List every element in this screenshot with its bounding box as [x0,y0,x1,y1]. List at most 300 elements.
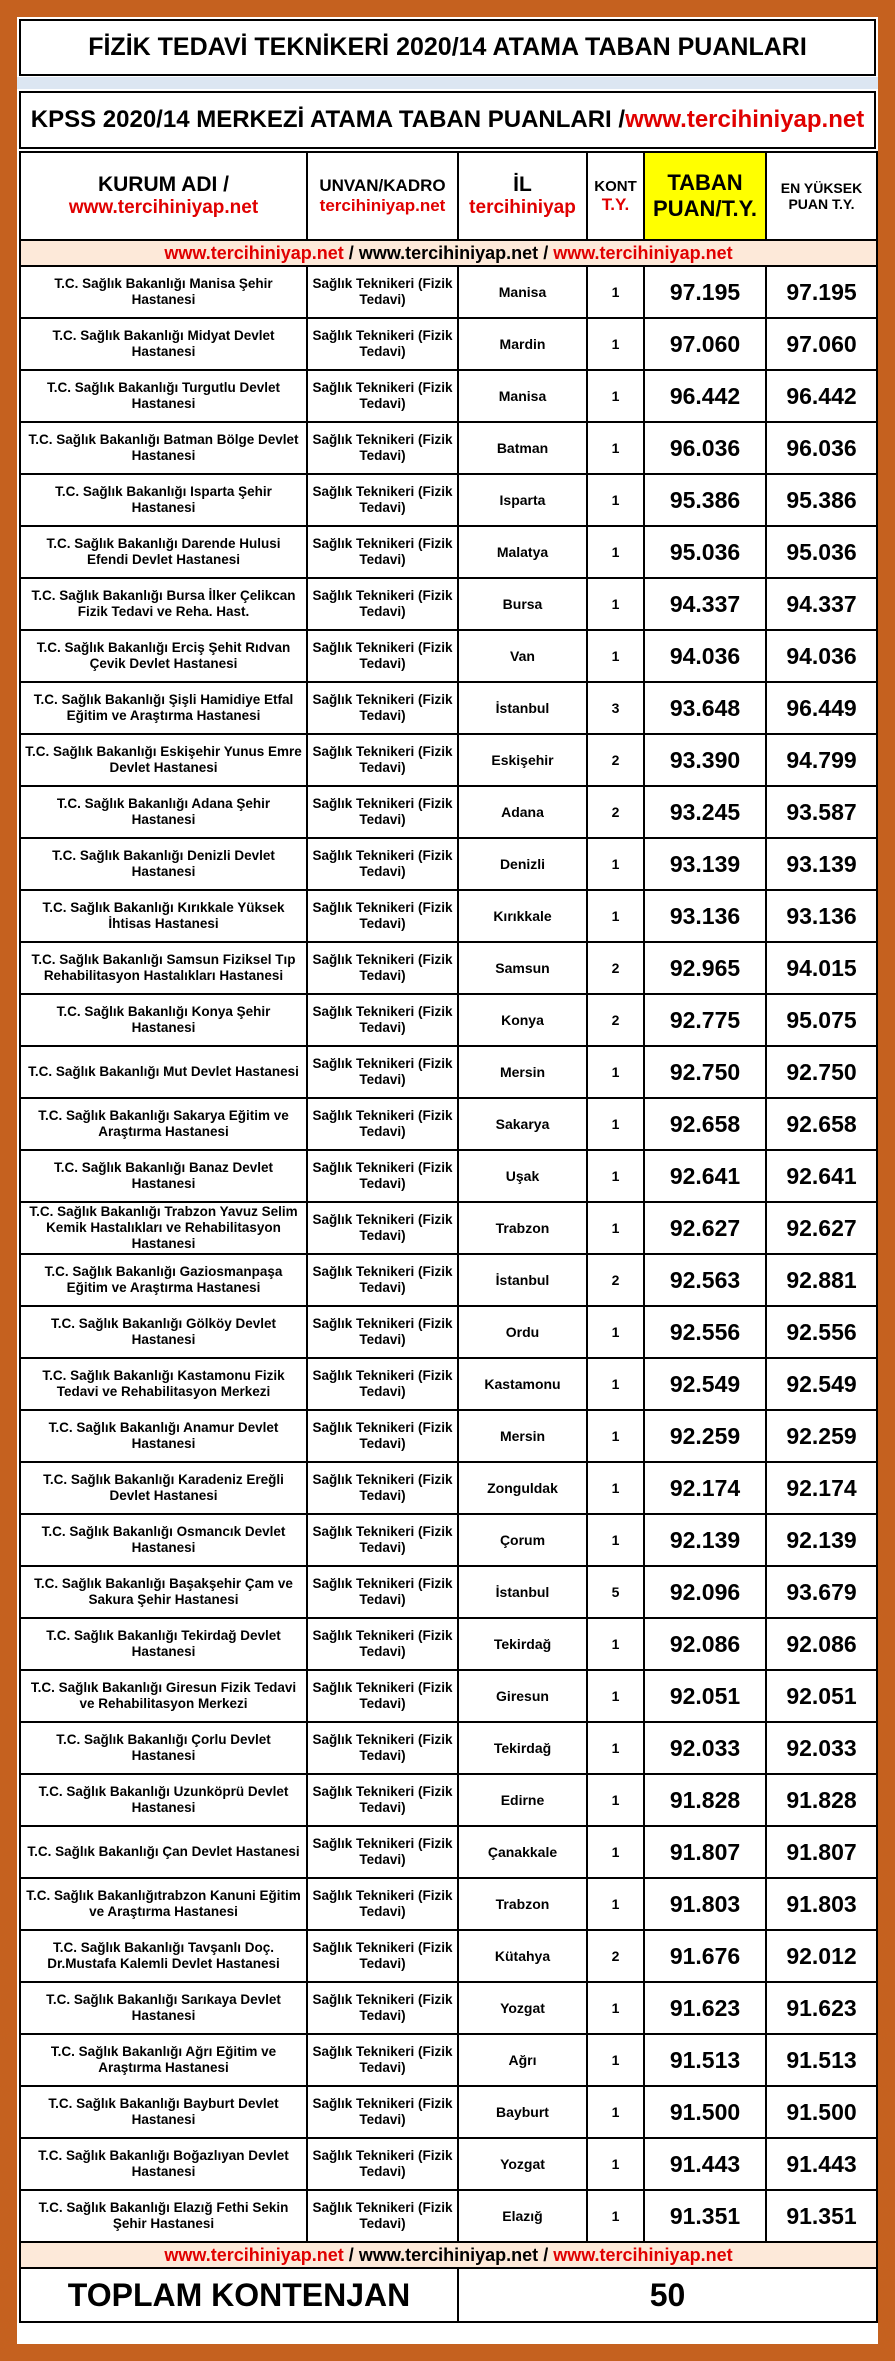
cell-il: Uşak [458,1150,587,1202]
cell-taban: 93.136 [644,890,766,942]
cell-kurum: T.C. Sağlık Bakanlığı Şişli Hamidiye Etfal Eğitim ve Araştırma Hastanesi [20,682,307,734]
cell-unvan: Sağlık Teknikeri (Fizik Tedavi) [307,318,458,370]
cell-il: Çanakkale [458,1826,587,1878]
cell-il: Batman [458,422,587,474]
cell-unvan: Sağlık Teknikeri (Fizik Tedavi) [307,1878,458,1930]
cell-il: Konya [458,994,587,1046]
cell-kont: 1 [587,890,644,942]
cell-taban: 92.965 [644,942,766,994]
cell-unvan: Sağlık Teknikeri (Fizik Tedavi) [307,1358,458,1410]
cell-kurum: T.C. Sağlık Bakanlığı Bayburt Devlet Hastanesi [20,2086,307,2138]
cell-enyuksek: 92.259 [766,1410,877,1462]
cell-enyuksek: 94.015 [766,942,877,994]
cell-enyuksek: 92.658 [766,1098,877,1150]
cell-kont: 1 [587,1150,644,1202]
cell-enyuksek: 96.036 [766,422,877,474]
cell-enyuksek: 91.443 [766,2138,877,2190]
cell-unvan: Sağlık Teknikeri (Fizik Tedavi) [307,1826,458,1878]
cell-unvan: Sağlık Teknikeri (Fizik Tedavi) [307,1566,458,1618]
cell-kont: 1 [587,2034,644,2086]
cell-kurum: T.C. Sağlık Bakanlığı Gaziosmanpaşa Eğitim ve Araştırma Hastanesi [20,1254,307,1306]
cell-unvan: Sağlık Teknikeri (Fizik Tedavi) [307,1982,458,2034]
cell-kont: 1 [587,2138,644,2190]
header-taban [644,152,766,240]
cell-kont: 1 [587,1982,644,2034]
table-row [20,2086,877,2138]
cell-enyuksek: 91.828 [766,1774,877,1826]
table-row [20,1046,877,1098]
cell-taban: 93.139 [644,838,766,890]
cell-taban: 91.828 [644,1774,766,1826]
cell-unvan: Sağlık Teknikeri (Fizik Tedavi) [307,578,458,630]
header-il [458,152,587,240]
link-c[interactable]: www.tercihiniyap.net [553,2244,733,2265]
header-kont [587,152,644,240]
cell-unvan: Sağlık Teknikeri (Fizik Tedavi) [307,942,458,994]
header-unvan-label: UNVAN/KADRO [319,176,446,195]
header-enyuksek [766,152,877,240]
cell-enyuksek: 92.556 [766,1306,877,1358]
cell-kurum: T.C. Sağlık Bakanlığı Trabzon Yavuz Selim Kemik Hastalıkları ve Rehabilitasyon Hastanesi [20,1202,307,1254]
total-value: 50 [458,2268,877,2322]
cell-kont: 1 [587,1878,644,1930]
total-row [20,2268,877,2322]
cell-unvan: Sağlık Teknikeri (Fizik Tedavi) [307,994,458,1046]
cell-kont: 3 [587,682,644,734]
cell-kurum: T.C. Sağlık Bakanlığı Tavşanlı Doç. Dr.Mustafa Kalemli Devlet Hastanesi [20,1930,307,1982]
cell-kont: 1 [587,1306,644,1358]
table-row [20,838,877,890]
table-row [20,1670,877,1722]
cell-kurum: T.C. Sağlık Bakanlığı Giresun Fizik Tedavi ve Rehabilitasyon Merkezi [20,1670,307,1722]
cell-kurum: T.C. Sağlık Bakanlığı Batman Bölge Devlet Hastanesi [20,422,307,474]
cell-taban: 91.513 [644,2034,766,2086]
cell-taban: 93.245 [644,786,766,838]
cell-kurum: T.C. Sağlık Bakanlığı Turgutlu Devlet Hastanesi [20,370,307,422]
cell-il: Çorum [458,1514,587,1566]
cell-il: İstanbul [458,682,587,734]
link-sep-2: / [538,242,554,263]
cell-il: Mersin [458,1046,587,1098]
cell-kont: 1 [587,1410,644,1462]
cell-enyuksek: 93.139 [766,838,877,890]
link-row-bottom [20,2242,877,2268]
cell-unvan: Sağlık Teknikeri (Fizik Tedavi) [307,474,458,526]
cell-unvan: Sağlık Teknikeri (Fizik Tedavi) [307,1254,458,1306]
cell-kurum: T.C. Sağlık Bakanlığı Sarıkaya Devlet Hastanesi [20,1982,307,2034]
cell-kont: 2 [587,786,644,838]
cell-kont: 1 [587,1826,644,1878]
cell-enyuksek: 92.174 [766,1462,877,1514]
cell-enyuksek: 91.500 [766,2086,877,2138]
cell-il: Eskişehir [458,734,587,786]
header-taban-sub: PUAN/T.Y. [653,196,757,221]
cell-enyuksek: 91.807 [766,1826,877,1878]
cell-unvan: Sağlık Teknikeri (Fizik Tedavi) [307,370,458,422]
cell-unvan: Sağlık Teknikeri (Fizik Tedavi) [307,682,458,734]
cell-taban: 92.556 [644,1306,766,1358]
cell-unvan: Sağlık Teknikeri (Fizik Tedavi) [307,1098,458,1150]
cell-kurum: T.C. Sağlık Bakanlığı Çorlu Devlet Hastanesi [20,1722,307,1774]
link-row-cell [20,240,877,266]
cell-kont: 1 [587,1358,644,1410]
cell-il: Ağrı [458,2034,587,2086]
cell-il: Yozgat [458,2138,587,2190]
cell-unvan: Sağlık Teknikeri (Fizik Tedavi) [307,2034,458,2086]
link-sep-2: / [538,2244,554,2265]
cell-kont: 1 [587,266,644,318]
cell-unvan: Sağlık Teknikeri (Fizik Tedavi) [307,1046,458,1098]
cell-kurum: T.C. Sağlık Bakanlığı Kırıkkale Yüksek İhtisas Hastanesi [20,890,307,942]
cell-kurum: T.C. Sağlık Bakanlığı Banaz Devlet Hastanesi [20,1150,307,1202]
cell-enyuksek: 94.799 [766,734,877,786]
cell-il: Samsun [458,942,587,994]
cell-enyuksek: 97.195 [766,266,877,318]
cell-kont: 1 [587,838,644,890]
cell-il: Mardin [458,318,587,370]
cell-kont: 1 [587,526,644,578]
cell-taban: 93.390 [644,734,766,786]
cell-taban: 92.627 [644,1202,766,1254]
table-row [20,370,877,422]
cell-taban: 97.195 [644,266,766,318]
table-row [20,578,877,630]
table-row [20,1254,877,1306]
cell-kont: 2 [587,942,644,994]
cell-unvan: Sağlık Teknikeri (Fizik Tedavi) [307,890,458,942]
cell-il: Adana [458,786,587,838]
table-row [20,1202,877,1254]
divider-band [17,77,878,89]
link-b[interactable]: www.tercihiniyap.net [358,2244,539,2265]
table-row [20,682,877,734]
total-label: TOPLAM KONTENJAN [20,2268,458,2322]
cell-unvan: Sağlık Teknikeri (Fizik Tedavi) [307,838,458,890]
cell-unvan: Sağlık Teknikeri (Fizik Tedavi) [307,1774,458,1826]
cell-kont: 1 [587,1046,644,1098]
cell-taban: 92.658 [644,1098,766,1150]
cell-enyuksek: 92.750 [766,1046,877,1098]
cell-il: Kırıkkale [458,890,587,942]
cell-kurum: T.C. Sağlık Bakanlığı Anamur Devlet Hastanesi [20,1410,307,1462]
link-a[interactable]: www.tercihiniyap.net [164,242,344,263]
cell-il: Tekirdağ [458,1722,587,1774]
cell-enyuksek: 92.033 [766,1722,877,1774]
table-row [20,630,877,682]
cell-kurum: T.C. Sağlık Bakanlığı Karadeniz Ereğli Devlet Hastanesi [20,1462,307,1514]
cell-taban: 92.641 [644,1150,766,1202]
cell-il: Bayburt [458,2086,587,2138]
cell-enyuksek: 95.075 [766,994,877,1046]
cell-taban: 95.386 [644,474,766,526]
cell-kont: 1 [587,1722,644,1774]
cell-enyuksek: 92.627 [766,1202,877,1254]
table-row [20,1930,877,1982]
cell-enyuksek: 92.139 [766,1514,877,1566]
cell-enyuksek: 92.549 [766,1358,877,1410]
table-row [20,786,877,838]
cell-kurum: T.C. Sağlık Bakanlığı Adana Şehir Hastanesi [20,786,307,838]
cell-taban: 96.442 [644,370,766,422]
cell-enyuksek: 91.351 [766,2190,877,2242]
cell-il: Ordu [458,1306,587,1358]
table-row [20,1618,877,1670]
cell-enyuksek: 96.442 [766,370,877,422]
cell-kont: 1 [587,422,644,474]
header-kurum-label: KURUM ADI / [97,173,230,196]
cell-kurum: T.C. Sağlık Bakanlığı Bursa İlker Çelikcan Fizik Tedavi ve Reha. Hast. [20,578,307,630]
cell-kurum: T.C. Sağlık Bakanlığı Başakşehir Çam ve Sakura Şehir Hastanesi [20,1566,307,1618]
cell-unvan: Sağlık Teknikeri (Fizik Tedavi) [307,1670,458,1722]
cell-enyuksek: 91.803 [766,1878,877,1930]
header-taban-label: TABAN [667,170,743,195]
cell-unvan: Sağlık Teknikeri (Fizik Tedavi) [307,786,458,838]
table-row [20,2138,877,2190]
cell-kurum: T.C. Sağlık Bakanlığı Darende Hulusi Efendi Devlet Hastanesi [20,526,307,578]
cell-unvan: Sağlık Teknikeri (Fizik Tedavi) [307,1722,458,1774]
cell-kurum: T.C. Sağlık Bakanlığı Uzunköprü Devlet Hastanesi [20,1774,307,1826]
cell-kont: 2 [587,994,644,1046]
cell-il: Edirne [458,1774,587,1826]
table-row [20,1306,877,1358]
cell-il: İstanbul [458,1566,587,1618]
cell-kurum: T.C. Sağlık Bakanlığı Isparta Şehir Hastanesi [20,474,307,526]
cell-kurum: T.C. Sağlık Bakanlığı Kastamonu Fizik Tedavi ve Rehabilitasyon Merkezi [20,1358,307,1410]
cell-kont: 1 [587,1670,644,1722]
cell-enyuksek: 92.641 [766,1150,877,1202]
cell-taban: 92.086 [644,1618,766,1670]
cell-kurum: T.C. Sağlık Bakanlığı Manisa Şehir Hastanesi [20,266,307,318]
link-b[interactable]: www.tercihiniyap.net [358,242,539,263]
header-il-link: tercihiniyap [469,197,576,218]
cell-il: Sakarya [458,1098,587,1150]
cell-taban: 92.259 [644,1410,766,1462]
cell-taban: 92.051 [644,1670,766,1722]
cell-unvan: Sağlık Teknikeri (Fizik Tedavi) [307,1150,458,1202]
cell-taban: 92.563 [644,1254,766,1306]
cell-taban: 91.623 [644,1982,766,2034]
cell-il: Malatya [458,526,587,578]
cell-il: Manisa [458,266,587,318]
cell-taban: 91.351 [644,2190,766,2242]
cell-kont: 5 [587,1566,644,1618]
header-kont-label: KONT [594,177,637,195]
cell-unvan: Sağlık Teknikeri (Fizik Tedavi) [307,1618,458,1670]
cell-kont: 1 [587,370,644,422]
cell-enyuksek: 93.587 [766,786,877,838]
cell-unvan: Sağlık Teknikeri (Fizik Tedavi) [307,1306,458,1358]
table-row [20,318,877,370]
table-row [20,890,877,942]
cell-il: Yozgat [458,1982,587,2034]
cell-taban: 92.549 [644,1358,766,1410]
cell-kurum: T.C. Sağlık Bakanlığı Eskişehir Yunus Emre Devlet Hastanesi [20,734,307,786]
header-enyuksek-sub-text: PUAN T.Y. [788,196,855,212]
cell-il: Isparta [458,474,587,526]
header-row [20,152,877,240]
header-unvan [307,152,458,240]
cell-il: Kütahya [458,1930,587,1982]
cell-enyuksek: 92.051 [766,1670,877,1722]
table-row [20,1878,877,1930]
cell-enyuksek: 92.012 [766,1930,877,1982]
table-row [20,1566,877,1618]
cell-kont: 1 [587,1514,644,1566]
cell-taban: 93.648 [644,682,766,734]
cell-taban: 91.676 [644,1930,766,1982]
cell-kurum: T.C. Sağlık Bakanlığı Boğazlıyan Devlet Hastanesi [20,2138,307,2190]
link-sep-1: / [343,2244,359,2265]
cell-unvan: Sağlık Teknikeri (Fizik Tedavi) [307,1462,458,1514]
cell-kont: 1 [587,578,644,630]
cell-kurum: T.C. Sağlık Bakanlığıtrabzon Kanuni Eğitim ve Araştırma Hastanesi [20,1878,307,1930]
cell-il: Denizli [458,838,587,890]
table-row [20,1722,877,1774]
table-row [20,1982,877,2034]
cell-kurum: T.C. Sağlık Bakanlığı Tekirdağ Devlet Hastanesi [20,1618,307,1670]
cell-kurum: T.C. Sağlık Bakanlığı Erciş Şehit Rıdvan Çevik Devlet Hastanesi [20,630,307,682]
subtitle-link[interactable]: www.tercihiniyap.net [625,106,865,133]
cell-enyuksek: 94.337 [766,578,877,630]
table-row [20,1514,877,1566]
cell-unvan: Sağlık Teknikeri (Fizik Tedavi) [307,266,458,318]
table-row [20,942,877,994]
cell-enyuksek: 95.036 [766,526,877,578]
results-table [19,151,878,2323]
cell-kurum: T.C. Sağlık Bakanlığı Ağrı Eğitim ve Araştırma Hastanesi [20,2034,307,2086]
cell-taban: 91.500 [644,2086,766,2138]
table-row [20,734,877,786]
cell-enyuksek: 92.881 [766,1254,877,1306]
cell-il: Giresun [458,1670,587,1722]
table-row [20,1410,877,1462]
cell-enyuksek: 97.060 [766,318,877,370]
subtitle [19,91,876,149]
table-row [20,1462,877,1514]
cell-unvan: Sağlık Teknikeri (Fizik Tedavi) [307,2138,458,2190]
link-c[interactable]: www.tercihiniyap.net [553,242,733,263]
table-body [20,240,877,2242]
cell-unvan: Sağlık Teknikeri (Fizik Tedavi) [307,2190,458,2242]
cell-il: Zonguldak [458,1462,587,1514]
cell-kont: 1 [587,474,644,526]
header-enyuksek-label: EN YÜKSEK [780,180,863,196]
cell-kont: 1 [587,1202,644,1254]
link-sep-1: / [343,242,359,263]
cell-unvan: Sağlık Teknikeri (Fizik Tedavi) [307,2086,458,2138]
cell-enyuksek: 95.386 [766,474,877,526]
cell-kurum: T.C. Sağlık Bakanlığı Elazığ Fethi Sekin Şehir Hastanesi [20,2190,307,2242]
subtitle-text: KPSS 2020/14 MERKEZİ ATAMA TABAN PUANLARI / [30,106,626,133]
link-a[interactable]: www.tercihiniyap.net [164,2244,344,2265]
cell-kont: 1 [587,318,644,370]
table-row [20,1150,877,1202]
cell-enyuksek: 93.679 [766,1566,877,1618]
table-row [20,526,877,578]
header-kurum [20,152,307,240]
cell-unvan: Sağlık Teknikeri (Fizik Tedavi) [307,630,458,682]
cell-kurum: T.C. Sağlık Bakanlığı Mut Devlet Hastanesi [20,1046,307,1098]
table-row [20,422,877,474]
cell-il: Bursa [458,578,587,630]
cell-kurum: T.C. Sağlık Bakanlığı Konya Şehir Hastanesi [20,994,307,1046]
link-row-top [20,240,877,266]
table-row [20,1358,877,1410]
cell-il: Mersin [458,1410,587,1462]
cell-kont: 1 [587,1462,644,1514]
table-row [20,474,877,526]
table-row [20,994,877,1046]
cell-taban: 91.443 [644,2138,766,2190]
cell-unvan: Sağlık Teknikeri (Fizik Tedavi) [307,734,458,786]
cell-taban: 97.060 [644,318,766,370]
table-row [20,2034,877,2086]
cell-enyuksek: 92.086 [766,1618,877,1670]
table-row [20,1826,877,1878]
cell-kont: 1 [587,630,644,682]
cell-unvan: Sağlık Teknikeri (Fizik Tedavi) [307,1514,458,1566]
cell-taban: 91.803 [644,1878,766,1930]
table-row [20,1774,877,1826]
cell-taban: 92.174 [644,1462,766,1514]
table-row [20,266,877,318]
cell-kont: 2 [587,1930,644,1982]
cell-enyuksek: 93.136 [766,890,877,942]
cell-kont: 1 [587,1098,644,1150]
cell-kont: 1 [587,2086,644,2138]
cell-kurum: T.C. Sağlık Bakanlığı Denizli Devlet Hastanesi [20,838,307,890]
cell-taban: 92.033 [644,1722,766,1774]
cell-kurum: T.C. Sağlık Bakanlığı Çan Devlet Hastanesi [20,1826,307,1878]
cell-enyuksek: 94.036 [766,630,877,682]
cell-taban: 92.775 [644,994,766,1046]
cell-il: Trabzon [458,1202,587,1254]
cell-taban: 96.036 [644,422,766,474]
cell-taban: 92.096 [644,1566,766,1618]
cell-taban: 94.337 [644,578,766,630]
header-unvan-link: tercihiniyap.net [319,196,446,215]
cell-unvan: Sağlık Teknikeri (Fizik Tedavi) [307,1410,458,1462]
cell-enyuksek: 91.623 [766,1982,877,2034]
cell-unvan: Sağlık Teknikeri (Fizik Tedavi) [307,422,458,474]
cell-unvan: Sağlık Teknikeri (Fizik Tedavi) [307,1202,458,1254]
cell-kurum: T.C. Sağlık Bakanlığı Sakarya Eğitim ve Araştırma Hastanesi [20,1098,307,1150]
cell-unvan: Sağlık Teknikeri (Fizik Tedavi) [307,1930,458,1982]
header-il-label: İL [513,173,532,196]
cell-taban: 92.750 [644,1046,766,1098]
page-title: FİZİK TEDAVİ TEKNİKERİ 2020/14 ATAMA TABAN PUANLARI [19,19,876,76]
cell-enyuksek: 96.449 [766,682,877,734]
cell-il: İstanbul [458,1254,587,1306]
header-kurum-link: www.tercihiniyap.net [68,197,259,218]
cell-kurum: T.C. Sağlık Bakanlığı Gölköy Devlet Hastanesi [20,1306,307,1358]
table-row [20,1098,877,1150]
header-enyuksek-sub [767,196,876,212]
cell-kont: 2 [587,1254,644,1306]
document-sheet [17,17,878,2344]
header-kont-sub: T.Y. [601,194,630,214]
cell-il: Trabzon [458,1878,587,1930]
cell-il: Tekirdağ [458,1618,587,1670]
cell-kont: 1 [587,2190,644,2242]
cell-kont: 1 [587,1618,644,1670]
cell-il: Van [458,630,587,682]
cell-taban: 91.807 [644,1826,766,1878]
cell-kont: 1 [587,1774,644,1826]
cell-il: Elazığ [458,2190,587,2242]
table-row [20,2190,877,2242]
cell-unvan: Sağlık Teknikeri (Fizik Tedavi) [307,526,458,578]
